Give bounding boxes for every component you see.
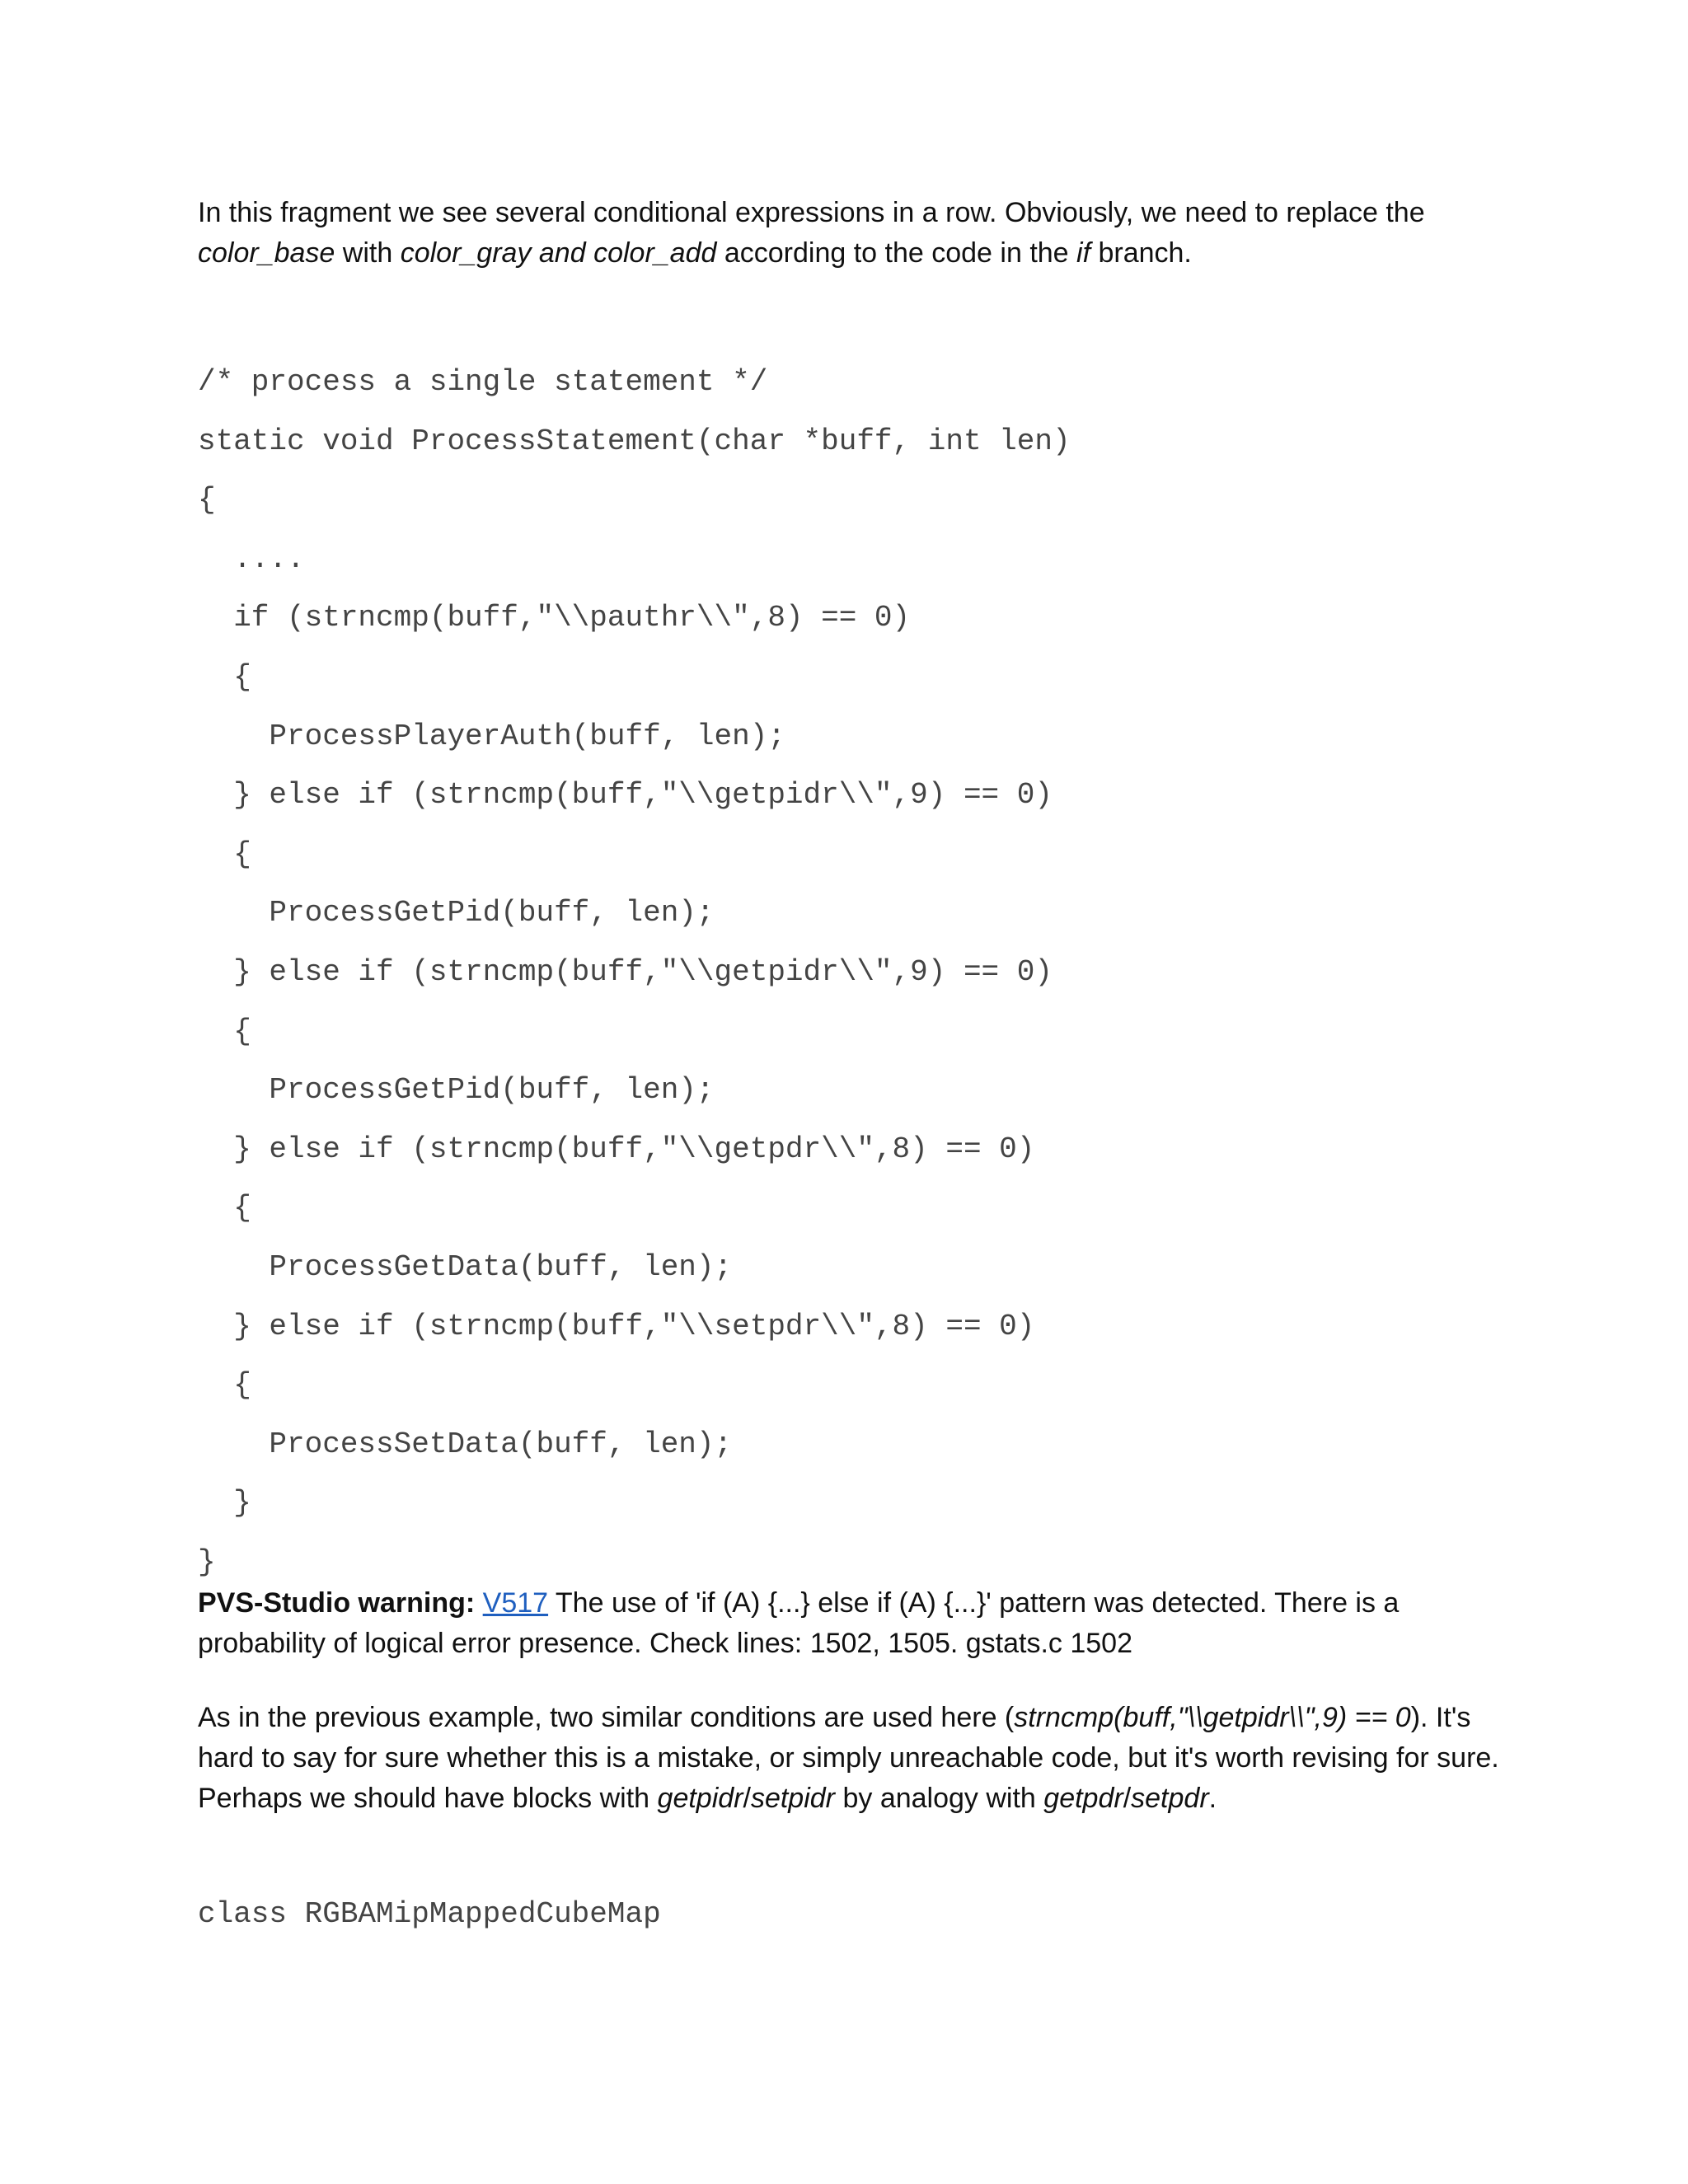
- code-line: {: [198, 1014, 251, 1048]
- warning-text: The use of 'if (A) {...} else if (A) {...}' pattern was detected. There is a probability of logical error presence. Check lines: 1502, 1505. gstats.c 1502: [198, 1587, 1400, 1659]
- intro-term-color-gray-add: color_gray and color_add: [400, 237, 717, 269]
- code-line: ProcessGetData(buff, len);: [198, 1249, 733, 1284]
- analysis-text-7: by analogy with: [835, 1783, 1044, 1814]
- code-line: } else if (strncmp(buff,"\\getpdr\\",8) == 0): [198, 1132, 1035, 1166]
- code-line: ProcessGetPid(buff, len);: [198, 896, 715, 930]
- code-line: } else if (strncmp(buff,"\\getpidr\\",9) == 0): [198, 954, 1053, 989]
- intro-text-3: with: [335, 237, 401, 269]
- code-block: [198, 353, 1071, 1591]
- analysis-term-getpidr: getpidr: [657, 1783, 743, 1814]
- analysis-term-setpidr: setpidr: [750, 1783, 836, 1814]
- code-line: {: [198, 659, 251, 694]
- code-line: ....: [198, 541, 305, 576]
- intro-text-5: according to the code in the: [716, 237, 1077, 269]
- code-line: if (strncmp(buff,"\\pauthr\\",8) == 0): [198, 601, 911, 635]
- code-line: } else if (strncmp(buff,"\\getpidr\\",9) == 0): [198, 778, 1053, 813]
- code-line: }: [198, 1486, 251, 1521]
- intro-text-1: In this fragment we see several conditional expressions in a row. Obviously, we need to replace the: [198, 197, 1425, 228]
- code-line: static void ProcessStatement(char *buff, int len): [198, 424, 1071, 458]
- code-line: {: [198, 483, 216, 518]
- intro-term-color-base: color_base: [198, 237, 335, 269]
- analysis-text-11: .: [1208, 1783, 1217, 1814]
- code-line: ProcessSetData(buff, len);: [198, 1427, 733, 1461]
- analysis-text-1: As in the previous example, two similar conditions are used here (: [198, 1702, 1015, 1733]
- code-line: {: [198, 1191, 251, 1226]
- code-line: }: [198, 1544, 216, 1579]
- code-line: {: [198, 1368, 251, 1403]
- warning-paragraph: [198, 1583, 1500, 1664]
- warning-label: PVS-Studio warning:: [198, 1587, 476, 1619]
- code-line: ProcessPlayerAuth(buff, len);: [198, 719, 785, 753]
- analysis-code-condition: strncmp(buff,"\\getpidr\\",9) == 0: [1014, 1702, 1411, 1733]
- code-line: {: [198, 837, 251, 871]
- analysis-slash-2: /: [1123, 1783, 1132, 1814]
- code-line: } else if (strncmp(buff,"\\setpdr\\",8) == 0): [198, 1309, 1035, 1343]
- analysis-slash-1: /: [743, 1783, 751, 1814]
- analysis-text-3: ). It's hard to say for sure whether this is a mistake, or simply unreachable code, but it's worth revising for sure. Perhaps we should have blocks with: [198, 1702, 1499, 1814]
- code-tail-line: class RGBAMipMappedCubeMap: [198, 1897, 661, 1931]
- intro-text-7: branch.: [1090, 237, 1192, 269]
- code-line: ProcessGetPid(buff, len);: [198, 1073, 715, 1108]
- intro-term-if: if: [1076, 237, 1091, 269]
- code-line: /* process a single statement */: [198, 365, 768, 399]
- diagnostic-link[interactable]: V517: [482, 1587, 549, 1619]
- intro-paragraph: [198, 193, 1500, 274]
- analysis-term-getpdr: getpdr: [1043, 1783, 1123, 1814]
- analysis-term-setpdr: setpdr: [1131, 1783, 1209, 1814]
- analysis-paragraph: [198, 1698, 1500, 1819]
